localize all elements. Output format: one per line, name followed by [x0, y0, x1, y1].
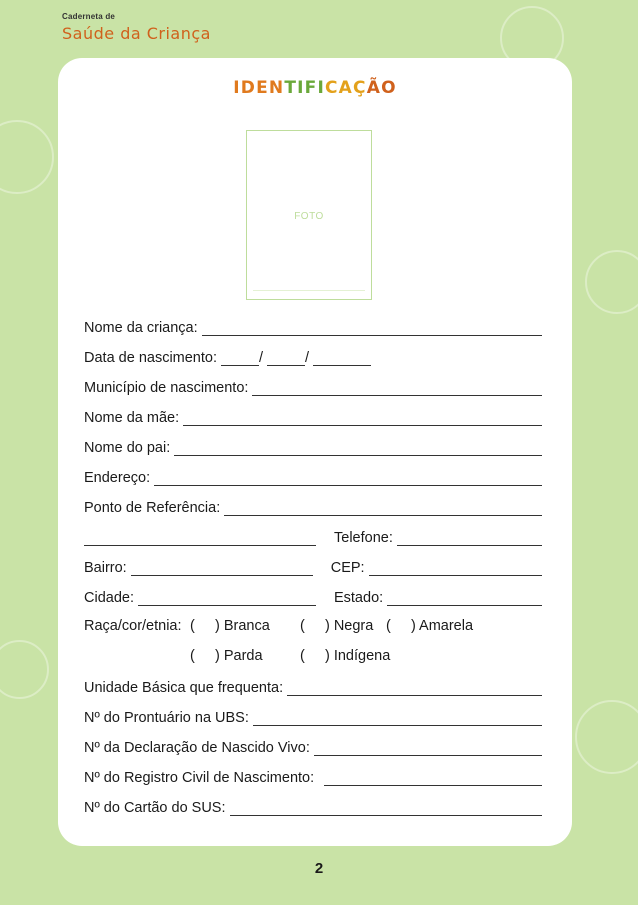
page-number: 2: [314, 860, 324, 877]
page-title: IDENTIFICAÇÃO: [233, 78, 397, 98]
race-option-indigena[interactable]: ( ) Indígena: [300, 648, 391, 664]
field-prontuario[interactable]: Nº do Prontuário na UBS:: [84, 710, 542, 726]
race-option-negra[interactable]: ( ) Negra: [300, 618, 374, 634]
background-doodle: [575, 700, 638, 774]
race-option-amarela[interactable]: ( ) Amarela: [386, 618, 474, 634]
field-nascimento[interactable]: Data de nascimento: / /: [84, 350, 542, 366]
field-bairro-cep[interactable]: Bairro: CEP:: [84, 560, 542, 576]
field-mae[interactable]: Nome da mãe:: [84, 410, 542, 426]
header-title: Saúde da Criança: [62, 24, 211, 43]
header-subtitle: Caderneta de: [62, 12, 116, 21]
field-municipio[interactable]: Município de nascimento:: [84, 380, 542, 396]
race-option-parda[interactable]: ( ) Parda: [190, 648, 263, 664]
field-dnv[interactable]: Nº da Declaração de Nascido Vivo:: [84, 740, 542, 756]
photo-label: FOTO: [294, 211, 324, 222]
field-registro[interactable]: Nº do Registro Civil de Nascimento:: [84, 770, 542, 786]
field-sus[interactable]: Nº do Cartão do SUS:: [84, 800, 542, 816]
race-option-branca[interactable]: ( ) Branca: [190, 618, 270, 634]
field-pai[interactable]: Nome do pai:: [84, 440, 542, 456]
field-crianca[interactable]: Nome da criança:: [84, 320, 542, 336]
identification-card: [58, 58, 572, 846]
race-label: Raça/cor/etnia:: [84, 618, 182, 634]
field-referencia[interactable]: Ponto de Referência:: [84, 500, 542, 516]
field-telefone-row[interactable]: Telefone:: [84, 530, 542, 546]
background-doodle: [0, 120, 54, 194]
field-endereco[interactable]: Endereço:: [84, 470, 542, 486]
field-ubs[interactable]: Unidade Básica que frequenta:: [84, 680, 542, 696]
background-doodle: [0, 640, 49, 699]
photo-box: [246, 130, 372, 300]
field-cidade-estado[interactable]: Cidade: Estado:: [84, 590, 542, 606]
background-doodle: [585, 250, 638, 314]
